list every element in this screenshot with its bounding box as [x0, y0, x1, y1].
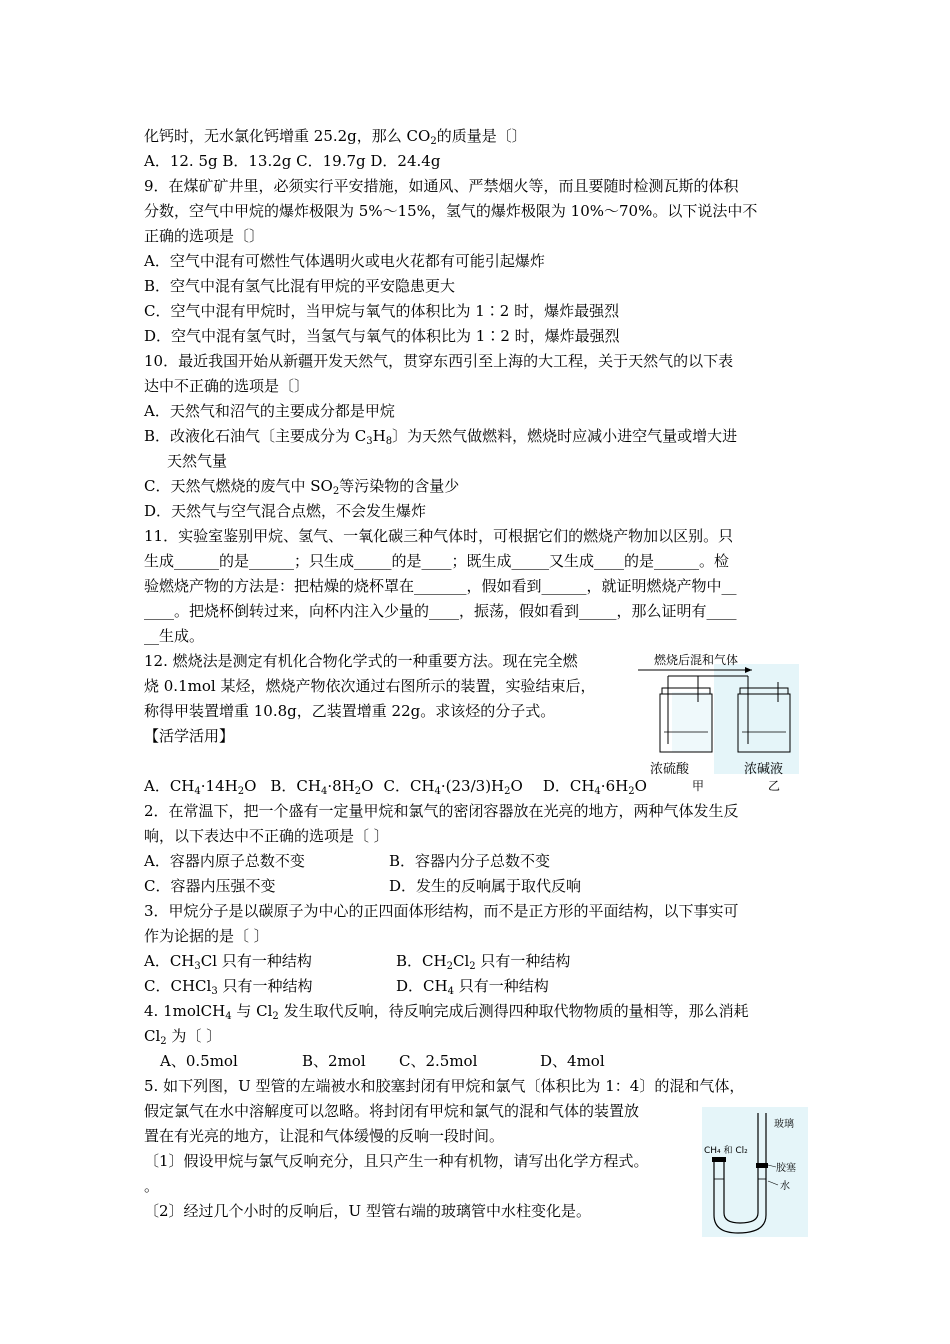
fig1-right-name: 乙 [768, 779, 781, 792]
q12-line-1: 12. 燃烧法是测定有机化合物化学式的一种重要方法。现在完全燃 [144, 652, 578, 670]
figure-wash-bottles [632, 652, 814, 792]
q9-line-3: 正确的选项是〔〕 [144, 227, 265, 245]
fig2-glass-label: 玻璃 [774, 1119, 794, 1130]
q5-line-6: 〔2〕经过几个小时的反响后，U 型管右端的玻璃管中水柱变化是。 [144, 1202, 591, 1220]
q8-options: A．12. 5g B．13.2g C．19.7g D．24.4g [144, 152, 441, 170]
q2-line-2: 响，以下表达中不正确的选项是〔 〕 [144, 827, 389, 845]
q11-line-2: 生成______的是______；只生成_____的是____；既生成_____又生成____的是______。检 [144, 552, 730, 570]
fig1-right-label: 浓碱液 [744, 762, 784, 777]
q10-option-d: D．天然气与空气混合点燃，不会发生爆炸 [144, 502, 427, 520]
fig2-stopper-label: 胶塞 [776, 1163, 796, 1174]
q5-line-5: 。 [144, 1177, 160, 1195]
q12-line-3: 称得甲装置增重 10.8g，乙装置增重 22g。求该烃的分子式。 [144, 702, 556, 720]
q11-line-4: ____。把烧杯倒转过来，向杯内注入少量的____，振荡，假如看到_____，那么证明有____ [144, 602, 737, 620]
q11-line-5: __生成。 [144, 627, 205, 645]
q10-line-2: 达中不正确的选项是〔〕 [144, 377, 310, 395]
q3-line-1: 3．甲烷分子是以碳原子为中心的正四面体形结构，而不是正方形的平面结构，以下事实可 [144, 902, 739, 920]
q4-line-1: 4. 1molCH$_4$ 与 $Cl_2$ 发生取代反响，待反响完成后测得四种取代物物质的量相等，那么消耗 [144, 1002, 749, 1022]
q9-option-d: D．空气中混有氢气时，当氢气与氧气的体积比为 1∶2 时，爆炸最强烈 [144, 327, 620, 345]
q9-option-b: B．空气中混有氢气比混有甲烷的平安隐患更大 [144, 277, 456, 295]
q3-options-cd: C．CHCl$_3$ 只有一种结构 D．$CH_4$ 只有一种结构 [144, 977, 549, 997]
section-title: 【活学活用】 [144, 727, 235, 745]
q4-options: A、0.5mol B、2mol C、2.5mol D、4mol [160, 1052, 605, 1070]
figure-u-tube [700, 1105, 810, 1240]
q10-option-a: A．天然气和沼气的主要成分都是甲烷 [144, 402, 395, 420]
q10-option-c: C．天然气燃烧的废气中 $SO_2$等污染物的含量少 [144, 477, 460, 497]
q11-line-3: 验燃烧产物的方法是：把枯燥的烧杯罩在_______，假如看到______，就证明燃烧产物中__ [144, 577, 737, 595]
q5-line-4: 〔1〕假设甲烷与氯气反响充分，且只产生一种有机物，请写出化学方程式。 [144, 1152, 649, 1170]
q1-options: A．$CH_4\cdot 14H_2O$ B．$CH_4\cdot 8H_2O$ C．$CH_4\cdot(23/3)H_2O$ D．$CH_4\cdot 6H_2O$ [144, 777, 647, 797]
q5-line-1: 5. 如下列图，U 型管的左端被水和胶塞封闭有甲烷和氯气〔体积比为 1：4〕的混和气体， [144, 1077, 745, 1095]
fig1-left-label: 浓硫酸 [650, 762, 690, 777]
q9-line-2: 分数，空气中甲烷的爆炸极限为 5%～15%，氢气的爆炸极限为 10%～70%。以下说法中不 [144, 202, 758, 220]
fig1-left-name: 甲 [692, 779, 705, 792]
q10-option-b: B．改液化石油气〔主要成分为 $C_3H_8$〕为天然气做燃料，燃烧时应减小进空气量或增大进 [144, 427, 738, 447]
q5-line-2: 假定氯气在水中溶解度可以忽略。将封闭有甲烷和氯气的混和气体的装置放 [144, 1102, 640, 1120]
q2-options-ab: A．容器内原子总数不变 B．容器内分子总数不变 [144, 852, 551, 870]
q9-option-c: C．空气中混有甲烷时，当甲烷与氧气的体积比为 1∶2 时，爆炸最强烈 [144, 302, 620, 320]
q2-line-1: 2．在常温下，把一个盛有一定量甲烷和氯气的密闭容器放在光亮的地方，两种气体发生反 [144, 802, 739, 820]
q9-line-1: 9．在煤矿矿井里，必须实行平安措施，如通风、严禁烟火等，而且要随时检测瓦斯的体积 [144, 177, 739, 195]
fig1-top-label: 燃烧后混和气体 [654, 653, 739, 667]
q2-options-cd: C．容器内压强不变 D．发生的反响属于取代反响 [144, 877, 582, 895]
q3-options-ab: A．$CH_3Cl$ 只有一种结构 B．$CH_2Cl_2$ 只有一种结构 [144, 952, 571, 972]
q5-line-3: 置在有光亮的地方，让混和气体缓慢的反响一段时间。 [144, 1127, 505, 1145]
fig2-water-label: 水 [780, 1181, 790, 1192]
q8-tail-line: 化钙时，无水氯化钙增重 25.2g，那么 $CO_2$的质量是〔〕 [144, 127, 527, 147]
q9-option-a: A．空气中混有可燃性气体遇明火或电火花都有可能引起爆炸 [144, 252, 545, 270]
fig2-gas-label: CH₄ 和 Cl₂ [704, 1146, 748, 1156]
q10-option-b-cont: 天然气量 [167, 452, 228, 470]
q4-line-2: $Cl_2$ 为〔 〕 [144, 1027, 222, 1047]
q3-line-2: 作为论据的是〔 〕 [144, 927, 269, 945]
q10-line-1: 10．最近我国开始从新疆开发天然气，贯穿东西引至上海的大工程，关于天然气的以下表 [144, 352, 734, 370]
q11-line-1: 11．实验室鉴别甲烷、氢气、一氧化碳三种气体时，可根据它们的燃烧产物加以区别。只 [144, 527, 734, 545]
q12-line-2: 烧 0.1mol 某烃，燃烧产物依次通过右图所示的装置，实验结束后， [144, 677, 596, 695]
